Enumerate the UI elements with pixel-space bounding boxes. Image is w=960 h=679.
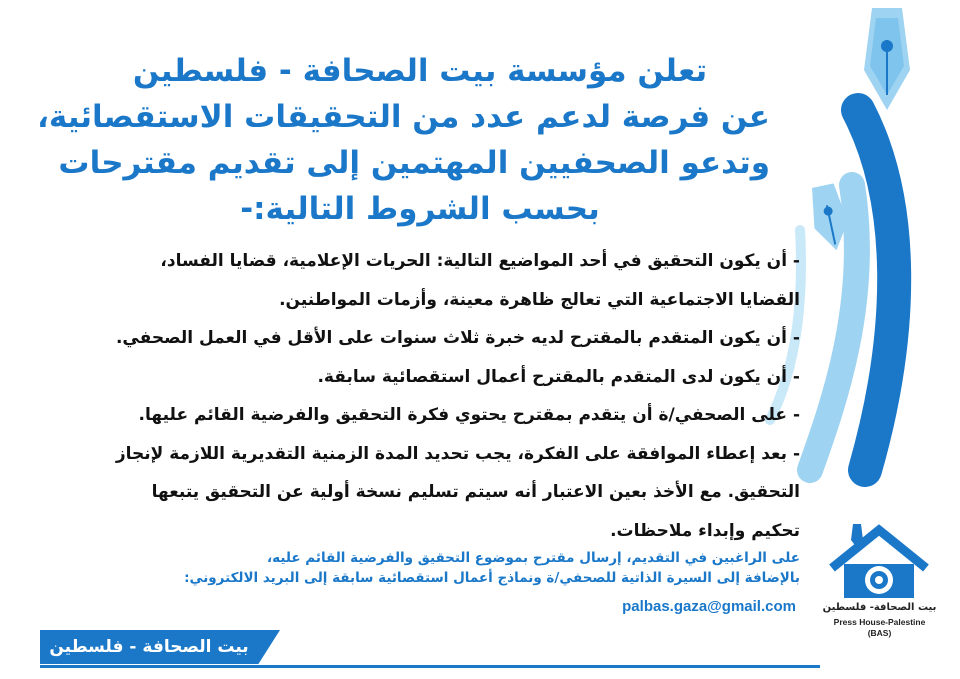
logo-abbreviation: (BAS) [867, 628, 892, 638]
headline-line: وتدعو الصحفيين المهتمين إلى تقديم مقترحات [58, 145, 770, 181]
headline-line: بحسب الشروط التالية:- [240, 191, 600, 227]
condition-line: التحقيق. مع الأخذ بعين الاعتبار أنه سيتم تسليم نسخة أولية عن التحقيق يتبعها [151, 482, 800, 502]
condition-line: - على الصحفي/ة أن يتقدم بمقترح يحتوي فكرة التحقيق والفرضية القائم عليها. [138, 405, 800, 425]
top-nib-icon [864, 8, 910, 110]
application-instructions [100, 548, 800, 588]
condition-line: - أن يكون التحقيق في أحد المواضيع التالية: الحريات الإعلامية، قضايا الفساد، [160, 251, 800, 271]
headline-line: عن فرصة لدعم عدد من التحقيقات الاستقصائية، [37, 99, 770, 135]
headline [37, 48, 770, 232]
press-house-logo [822, 518, 937, 668]
condition-line: تحكيم وإبداء ملاحظات. [610, 520, 800, 541]
footer-divider [40, 665, 820, 668]
condition-line: - بعد إعطاء الموافقة على الفكرة، يجب تحديد المدة الزمنية التقديرية اللازمة لإنجاز [115, 443, 800, 464]
condition-line: القضايا الاجتماعية التي تعالج ظاهرة معينة، وأزمات المواطنين. [279, 289, 800, 310]
lower-nib-icon [806, 182, 853, 254]
apply-line: على الراغبين في التقديم، إرسال مقترح بموضوع التحقيق والفرضية القائم عليه، [267, 550, 800, 566]
apply-line: بالإضافة إلى السيرة الذاتية للصحفي/ة ونماذج أعمال استقصائية سابقة إلى البريد الالكتروني: [184, 570, 800, 586]
logo-name-english: Press House-Palestine [833, 617, 926, 627]
house-eye-icon [822, 518, 937, 608]
footer-banner-text: بيت الصحافة - فلسطين [49, 637, 249, 657]
condition-line: - أن يكون لدى المتقدم بالمقترح أعمال استقصائية سابقة. [317, 366, 800, 387]
logo-name-arabic: بيت الصحافة- فلسطين [822, 602, 937, 613]
contact-email[interactable]: palbas.gaza@gmail.com [622, 598, 796, 615]
headline-line: تعلن مؤسسة بيت الصحافة - فلسطين [132, 53, 708, 89]
conditions-list [30, 242, 800, 550]
condition-line: - أن يكون المتقدم بالمقترح لديه خبرة ثلاث سنوات على الأقل في العمل الصحفي. [115, 328, 800, 348]
